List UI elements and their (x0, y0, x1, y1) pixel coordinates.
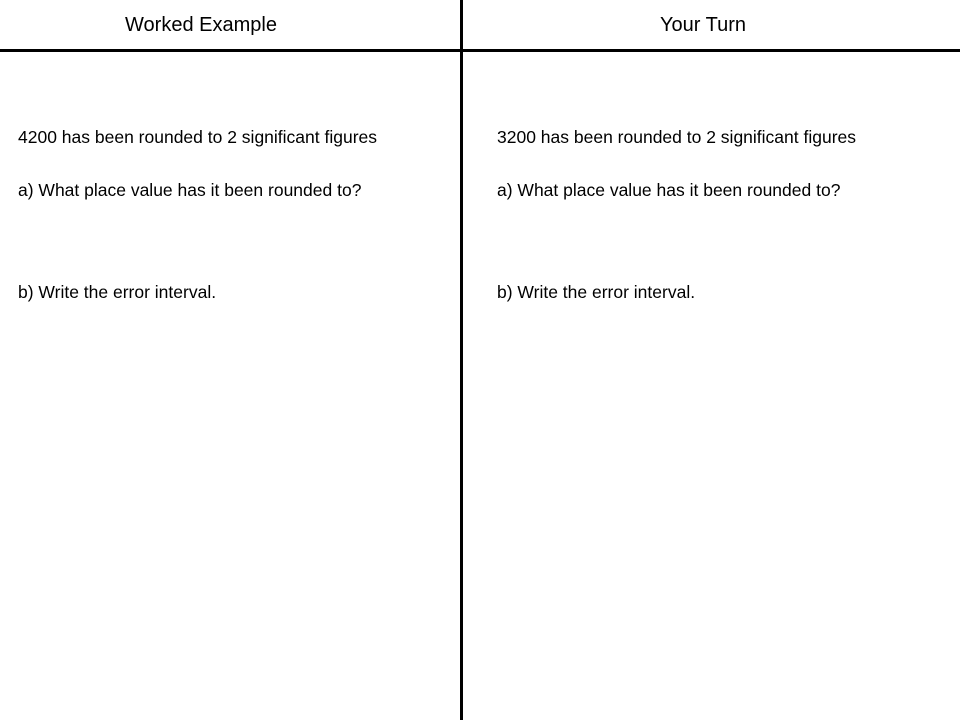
header-divider (0, 49, 960, 52)
worked-example-statement: 4200 has been rounded to 2 significant figures (18, 127, 378, 147)
worked-example-title: Worked Example (125, 14, 277, 36)
your-turn-statement: 3200 has been rounded to 2 significant figures (497, 127, 857, 147)
your-turn-part-a: a) What place value has it been rounded to? (497, 180, 841, 200)
your-turn-title: Your Turn (660, 14, 746, 36)
your-turn-part-b: b) Write the error interval. (497, 282, 696, 302)
column-divider (460, 0, 463, 720)
worked-example-part-b: b) Write the error interval. (18, 282, 217, 302)
worked-example-part-a: a) What place value has it been rounded to? (18, 180, 362, 200)
